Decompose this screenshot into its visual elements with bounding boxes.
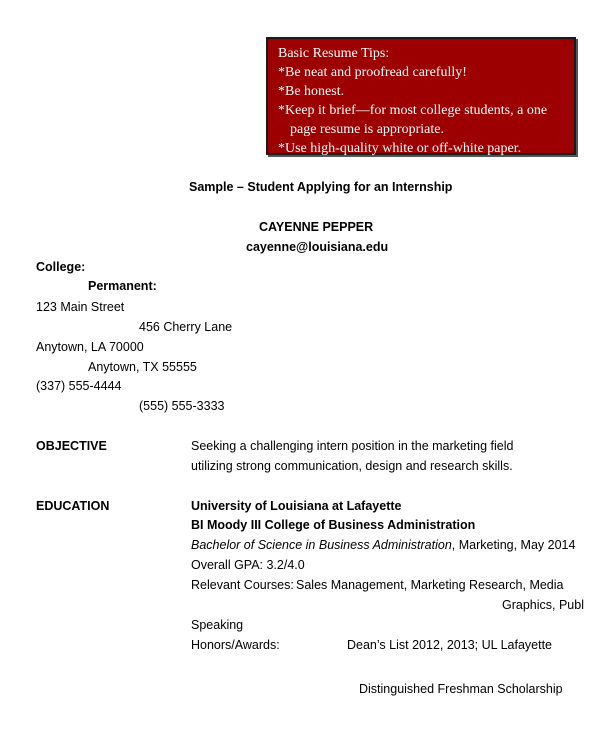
permanent-address-label: Permanent: bbox=[88, 279, 157, 293]
objective-text: utilizing strong communication, design and research skills. bbox=[191, 459, 513, 473]
tip-item: *Keep it brief—for most college students, a one bbox=[278, 103, 548, 118]
tip-item: *Be honest. bbox=[278, 84, 345, 99]
sample-title: Sample – Student Applying for an Internship bbox=[189, 180, 453, 194]
college-phone: (337) 555-4444 bbox=[36, 379, 122, 393]
permanent-phone: (555) 555-3333 bbox=[139, 399, 225, 413]
college-city: Anytown, LA 70000 bbox=[36, 340, 144, 354]
courses-label: Relevant Courses: bbox=[191, 578, 294, 592]
tip-item: *Be neat and proofread carefully! bbox=[278, 65, 467, 80]
courses-text: Sales Management, Marketing Research, Media bbox=[296, 578, 564, 592]
university-name: University of Louisiana at Lafayette bbox=[191, 499, 402, 513]
tips-title: Basic Resume Tips: bbox=[278, 46, 390, 61]
college-street: 123 Main Street bbox=[36, 300, 125, 314]
courses-text: Graphics, Publ bbox=[502, 598, 584, 612]
degree-details: , Marketing, May 2014 bbox=[451, 538, 576, 552]
gpa: Overall GPA: 3.2/4.0 bbox=[191, 558, 305, 572]
honors-text: Distinguished Freshman Scholarship bbox=[359, 682, 563, 696]
degree bbox=[191, 539, 575, 552]
objective-text: Seeking a challenging intern position in the marketing field bbox=[191, 439, 514, 453]
degree-title: Bachelor of Science in Business Administration bbox=[191, 538, 452, 552]
applicant-name: CAYENNE PEPPER bbox=[259, 220, 374, 234]
courses-text: Speaking bbox=[191, 618, 244, 632]
college-address-label: College: bbox=[36, 260, 86, 274]
tip-item: page resume is appropriate. bbox=[290, 122, 444, 137]
objective-label: OBJECTIVE bbox=[36, 439, 107, 453]
applicant-email: cayenne@louisiana.edu bbox=[246, 240, 389, 254]
honors-label: Honors/Awards: bbox=[191, 638, 280, 652]
college-name: BI Moody III College of Business Administration bbox=[191, 518, 476, 532]
honors-text: Dean’s List 2012, 2013; UL Lafayette bbox=[347, 638, 553, 652]
tip-item: *Use high-quality white or off-white paper. bbox=[278, 141, 522, 156]
permanent-city: Anytown, TX 55555 bbox=[88, 360, 197, 374]
resume-tips-box bbox=[266, 37, 576, 155]
education-label: EDUCATION bbox=[36, 499, 110, 513]
permanent-street: 456 Cherry Lane bbox=[139, 320, 233, 334]
